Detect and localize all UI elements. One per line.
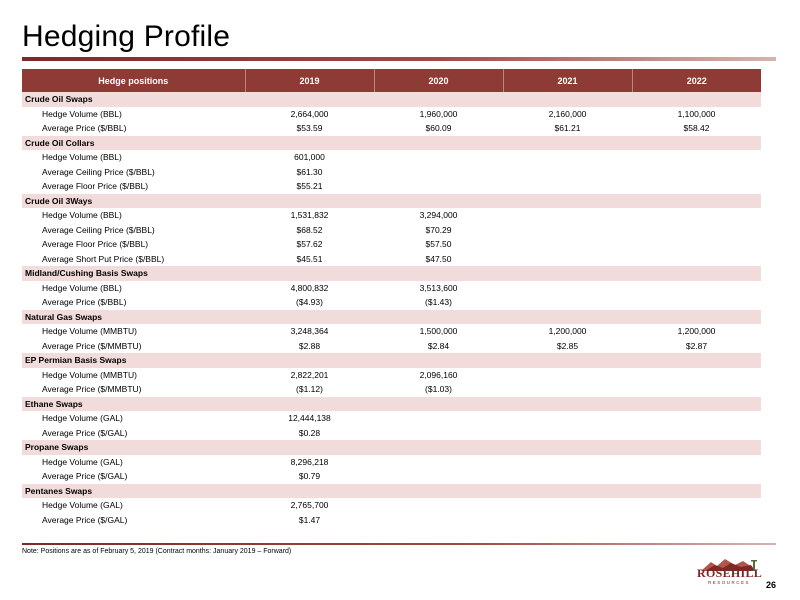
group-row [22, 136, 761, 151]
group-row [22, 353, 761, 368]
header-2022: 2022 [632, 69, 761, 92]
header-2021: 2021 [503, 69, 632, 92]
value-cell: 1,100,000 [677, 108, 716, 119]
row-label: Average Floor Price ($/BBL) [42, 239, 149, 250]
table-row [22, 368, 761, 383]
value-cell: $61.21 [554, 123, 581, 134]
logo-wordmark: ROSEHILL [697, 566, 763, 580]
header-hedge-positions: Hedge positions [22, 69, 245, 92]
title-divider [22, 57, 776, 61]
value-cell [632, 469, 761, 484]
value-cell [503, 165, 632, 180]
value-cell [632, 455, 761, 470]
value-cell: $57.62 [296, 239, 323, 250]
value-cell [632, 223, 761, 238]
value-cell [503, 237, 632, 252]
table-row [22, 324, 761, 339]
value-cell: 2,664,000 [290, 108, 329, 119]
value-cell [374, 513, 503, 528]
value-cell: 3,248,364 [290, 326, 329, 337]
value-cell: 3,513,600 [419, 282, 458, 293]
value-cell [632, 426, 761, 441]
row-label: Average Ceiling Price ($/BBL) [42, 166, 155, 177]
logo-subtitle: RESOURCES [707, 580, 750, 585]
row-label: Average Price ($/BBL) [42, 123, 127, 134]
table-header-row [22, 69, 761, 92]
value-cell [503, 455, 632, 470]
group-label: Midland/Cushing Basis Swaps [22, 266, 761, 281]
value-cell [503, 426, 632, 441]
group-label: Natural Gas Swaps [22, 310, 761, 325]
row-label: Hedge Volume (BBL) [42, 152, 122, 163]
value-cell: 2,822,201 [290, 369, 329, 380]
table-row [22, 223, 761, 238]
table-row [22, 469, 761, 484]
value-cell: $57.50 [425, 239, 452, 250]
value-cell: $2.88 [298, 340, 321, 351]
value-cell: $55.21 [296, 181, 323, 192]
group-row [22, 194, 761, 209]
group-label: Crude Oil Collars [22, 136, 761, 151]
table-row [22, 498, 761, 513]
value-cell [374, 150, 503, 165]
value-cell [503, 150, 632, 165]
value-cell: $45.51 [296, 253, 323, 264]
value-cell: 8,296,218 [290, 456, 329, 467]
table-row [22, 208, 761, 223]
group-row [22, 397, 761, 412]
table-row [22, 252, 761, 267]
value-cell [374, 469, 503, 484]
value-cell: 1,200,000 [677, 326, 716, 337]
group-row [22, 266, 761, 281]
page-number: 26 [766, 580, 777, 590]
table-row [22, 382, 761, 397]
value-cell [632, 368, 761, 383]
value-cell [374, 426, 503, 441]
row-label: Average Price ($/GAL) [42, 514, 128, 525]
value-cell: $0.28 [298, 427, 321, 438]
footer-divider [22, 543, 776, 545]
value-cell: 2,160,000 [548, 108, 587, 119]
header-2020: 2020 [374, 69, 503, 92]
value-cell: ($1.03) [425, 384, 452, 395]
value-cell: ($1.43) [425, 297, 452, 308]
header-2019: 2019 [245, 69, 374, 92]
value-cell: $2.85 [556, 340, 579, 351]
value-cell [374, 498, 503, 513]
hedge-table [22, 69, 761, 527]
value-cell: 2,765,700 [290, 500, 329, 511]
table-row [22, 150, 761, 165]
row-label: Hedge Volume (BBL) [42, 210, 122, 221]
row-label: Average Short Put Price ($/BBL) [42, 253, 165, 264]
value-cell: $2.87 [685, 340, 708, 351]
value-cell: 601,000 [294, 152, 325, 163]
value-cell [503, 281, 632, 296]
value-cell: $1.47 [298, 514, 321, 525]
value-cell: $53.59 [296, 123, 323, 134]
value-cell [374, 179, 503, 194]
value-cell: 1,960,000 [419, 108, 458, 119]
group-row [22, 310, 761, 325]
group-row [22, 484, 761, 499]
table-body [22, 92, 761, 527]
row-label: Average Ceiling Price ($/BBL) [42, 224, 155, 235]
value-cell [632, 513, 761, 528]
value-cell [632, 208, 761, 223]
table-row [22, 165, 761, 180]
value-cell: $47.50 [425, 253, 452, 264]
group-label: EP Permian Basis Swaps [22, 353, 761, 368]
value-cell [503, 411, 632, 426]
row-label: Average Price ($/GAL) [42, 427, 128, 438]
value-cell [632, 179, 761, 194]
value-cell [374, 165, 503, 180]
value-cell [503, 513, 632, 528]
row-label: Hedge Volume (GAL) [42, 456, 123, 467]
value-cell [503, 368, 632, 383]
table-row [22, 339, 761, 354]
value-cell: 1,200,000 [548, 326, 587, 337]
table-row [22, 121, 761, 136]
row-label: Average Price ($/BBL) [42, 297, 127, 308]
row-label: Hedge Volume (BBL) [42, 108, 122, 119]
value-cell: 4,800,832 [290, 282, 329, 293]
value-cell: $61.30 [296, 166, 323, 177]
group-label: Propane Swaps [22, 440, 761, 455]
group-label: Ethane Swaps [22, 397, 761, 412]
row-label: Hedge Volume (MMBTU) [42, 326, 137, 337]
value-cell [503, 498, 632, 513]
group-label: Crude Oil 3Ways [22, 194, 761, 209]
value-cell [503, 179, 632, 194]
value-cell: ($1.12) [296, 384, 323, 395]
value-cell [503, 223, 632, 238]
table-row [22, 411, 761, 426]
value-cell: 1,500,000 [419, 326, 458, 337]
row-label: Hedge Volume (GAL) [42, 413, 123, 424]
group-label: Crude Oil Swaps [22, 92, 761, 107]
table-row [22, 295, 761, 310]
value-cell [632, 150, 761, 165]
value-cell: $2.84 [427, 340, 450, 351]
table-row [22, 179, 761, 194]
table-row [22, 455, 761, 470]
value-cell: $60.09 [425, 123, 452, 134]
value-cell [374, 455, 503, 470]
value-cell [632, 165, 761, 180]
value-cell [374, 411, 503, 426]
table-row [22, 281, 761, 296]
row-label: Average Price ($/MMBTU) [42, 384, 142, 395]
page-title: Hedging Profile [22, 20, 231, 53]
value-cell [632, 281, 761, 296]
value-cell: $58.42 [683, 123, 710, 134]
value-cell [632, 382, 761, 397]
value-cell: ($4.93) [296, 297, 323, 308]
value-cell: $0.79 [298, 471, 321, 482]
value-cell: 3,294,000 [419, 210, 458, 221]
value-cell [632, 498, 761, 513]
value-cell: 12,444,138 [288, 413, 331, 424]
value-cell: $70.29 [425, 224, 452, 235]
group-row [22, 92, 761, 107]
value-cell [632, 237, 761, 252]
value-cell: 1,531,832 [290, 210, 329, 221]
group-label: Pentanes Swaps [22, 484, 761, 499]
value-cell: $68.52 [296, 224, 323, 235]
row-label: Average Price ($/MMBTU) [42, 340, 142, 351]
row-label: Average Price ($/GAL) [42, 471, 128, 482]
value-cell [503, 295, 632, 310]
value-cell [503, 252, 632, 267]
value-cell [503, 382, 632, 397]
value-cell [632, 295, 761, 310]
value-cell [632, 252, 761, 267]
table-row [22, 513, 761, 528]
table-row [22, 107, 761, 122]
row-label: Average Floor Price ($/BBL) [42, 181, 149, 192]
table-row [22, 237, 761, 252]
row-label: Hedge Volume (BBL) [42, 282, 122, 293]
group-row [22, 440, 761, 455]
row-label: Hedge Volume (MMBTU) [42, 369, 137, 380]
table-row [22, 426, 761, 441]
value-cell [503, 208, 632, 223]
value-cell: 2,096,160 [419, 369, 458, 380]
row-label: Hedge Volume (GAL) [42, 500, 123, 511]
value-cell [503, 469, 632, 484]
value-cell [632, 411, 761, 426]
footnote: Note: Positions are as of February 5, 2019 (Contract months: January 2019 – Forward) [22, 548, 292, 555]
company-logo [697, 557, 761, 587]
